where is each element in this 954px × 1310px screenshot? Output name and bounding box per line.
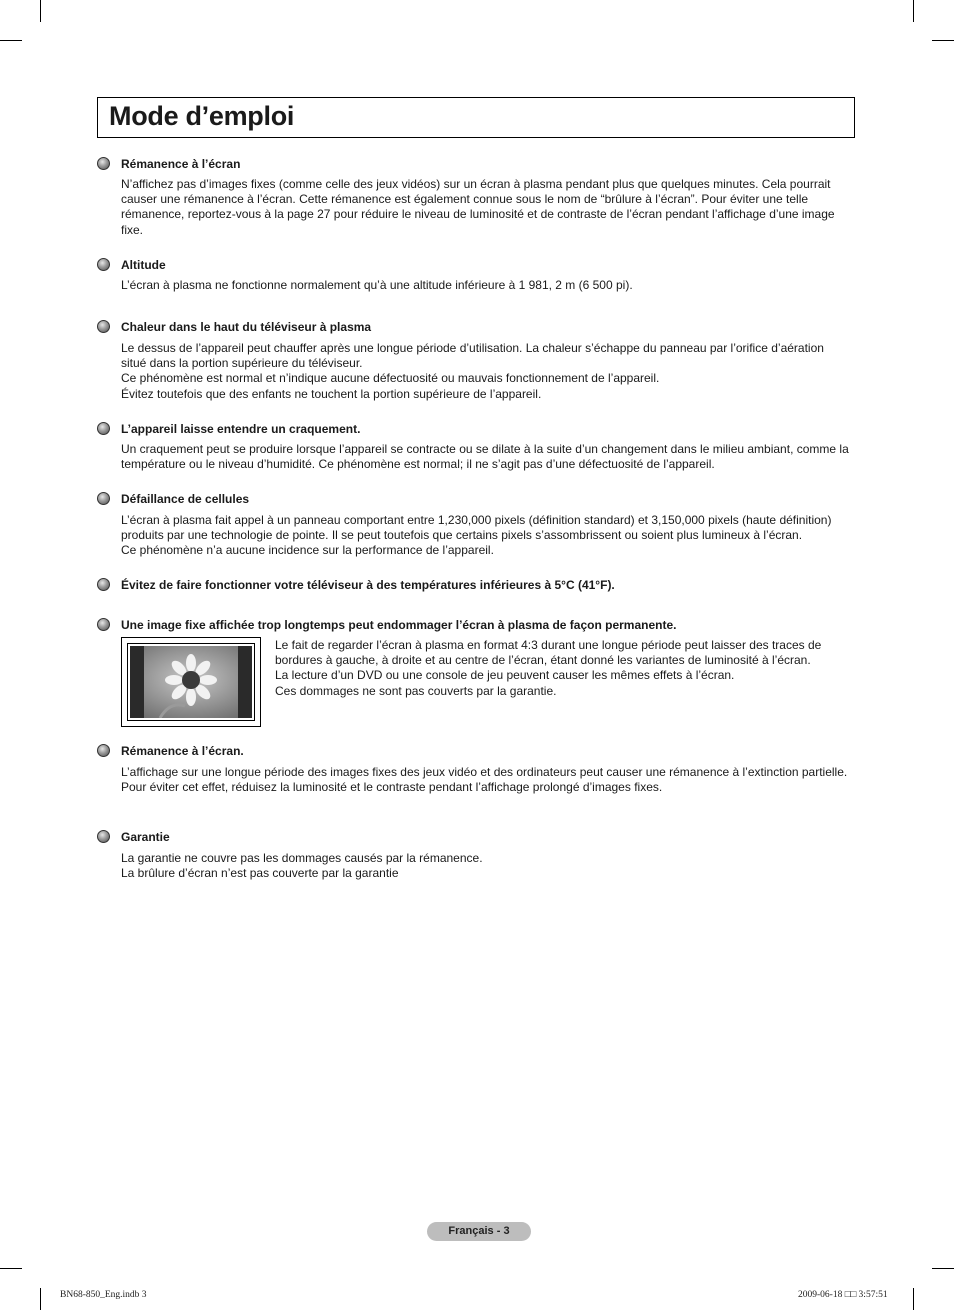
bullet-icon	[97, 618, 110, 631]
section-paragraph: Le fait de regarder l’écran à plasma en format 4:3 durant une longue période peut laisser des traces de bordures à gauche, à droite et au centre de l’écran, étant donné les variantes de luminosité à l’écran.	[275, 638, 822, 668]
screen-illustration-inner	[127, 643, 255, 721]
bullet-icon	[97, 492, 110, 505]
crop-mark	[0, 1268, 22, 1269]
section-paragraph: Ces dommages ne sont pas couverts par la garantie.	[275, 683, 557, 698]
section-paragraph: Pour éviter cet effet, réduisez la luminosité et le contraste pendant l’affichage prolongé d’images fixes.	[121, 780, 663, 795]
section-heading: Chaleur dans le haut du téléviseur à plasma	[121, 320, 372, 334]
crop-mark	[913, 1288, 914, 1310]
section-paragraph: La garantie ne couvre pas les dommages causés par la rémanence.	[121, 851, 483, 865]
screen-illustration	[121, 637, 261, 727]
print-slug-right: 2009-06-18 □□ 3:57:51	[798, 1290, 888, 1300]
section-heading: Défaillance de cellules	[121, 492, 250, 506]
section-body	[121, 851, 851, 881]
crop-mark	[0, 40, 22, 41]
section-body	[121, 341, 851, 402]
section-paragraph: Ce phénomène n’a aucune incidence sur la performance de l’appareil.	[121, 543, 494, 558]
bullet-icon	[97, 744, 110, 757]
sunflower-image	[130, 646, 252, 718]
section-body	[275, 638, 855, 699]
section-paragraph: Ce phénomène est normal et n’indique aucune défectuosité ou mauvais fonctionnement de l’appareil.	[121, 371, 660, 386]
print-slug-left: BN68-850_Eng.indb 3	[60, 1290, 147, 1300]
crop-mark	[913, 0, 914, 22]
crop-mark	[932, 1268, 954, 1269]
section-heading: L’appareil laisse entendre un craquement.	[121, 422, 361, 436]
bullet-icon	[97, 422, 110, 435]
bullet-icon	[97, 830, 110, 843]
section-heading: Rémanence à l’écran.	[121, 744, 244, 758]
crop-mark	[40, 1288, 41, 1310]
section-heading: Une image fixe affichée trop longtemps peut endommager l’écran à plasma de façon permanente.	[121, 618, 677, 632]
section-heading: Altitude	[121, 258, 166, 272]
page-number-badge: Français - 3	[427, 1222, 531, 1241]
section-paragraph: La lecture d’un DVD ou une console de jeu peuvent causer les mêmes effets à l’écran.	[275, 668, 735, 683]
section-paragraph: L’écran à plasma fait appel à un panneau comportant entre 1,230,000 pixels (définition standard) et 3,150,000 pixels (haute définition) produits par une technologie de pointe. Il se peut toutefois que certains pixels s’assombrissent ou soient plus lumineux à l’écran.	[121, 513, 832, 543]
bullet-icon	[97, 258, 110, 271]
section-body	[121, 765, 851, 795]
crop-mark	[40, 0, 41, 22]
bullet-icon	[97, 320, 110, 333]
bullet-icon	[97, 578, 110, 591]
section-paragraph: Le dessus de l’appareil peut chauffer après une longue période d’utilisation. La chaleur s’échappe du panneau par l’orifice d’aération situé dans la portion supérieure du téléviseur.	[121, 341, 824, 371]
section-heading: Rémanence à l’écran	[121, 157, 241, 171]
section-heading: Garantie	[121, 830, 170, 844]
section-paragraph: La brûlure d’écran n’est pas couverte par la garantie	[121, 866, 399, 881]
page-title: Mode d’emploi	[109, 101, 295, 131]
section-paragraph: Un craquement peut se produire lorsque l’appareil se contracte ou se dilate à la suite d’un changement dans le milieu ambiant, comme la température ou le niveau d’humidité. Ce phénomène est normal; il ne s’agit pas d’une défectuosité de l’appareil.	[121, 442, 849, 472]
section-body	[121, 177, 851, 238]
section-paragraph: L’affichage sur une longue période des images fixes des jeux vidéo et des ordinateurs peut causer une rémanence à l’extinction partielle.	[121, 765, 848, 779]
section-body	[121, 278, 851, 293]
crop-mark	[932, 40, 954, 41]
section-heading: Évitez de faire fonctionner votre téléviseur à des températures inférieures à 5°C (41°F).	[121, 578, 615, 592]
bullet-icon	[97, 157, 110, 170]
section-body	[121, 442, 851, 472]
section-paragraph: L’écran à plasma ne fonctionne normalement qu’à une altitude inférieure à 1 981, 2 m (6 500 pi).	[121, 278, 633, 292]
page-title-box	[97, 97, 855, 138]
section-body	[121, 513, 851, 559]
section-paragraph: Évitez toutefois que des enfants ne touchent la portion supérieure de l’appareil.	[121, 386, 542, 401]
section-paragraph: N’affichez pas d’images fixes (comme celle des jeux vidéos) sur un écran à plasma pendant plus que quelques minutes. Cela pourrait causer une rémanence à l’écran. Cette rémanence est également connue sous le nom de “brûlure à l’écran”. Pour éviter une telle rémanence, reportez-vous à la page 27 pour réduire le niveau de luminosité et de contraste de l’écran pendant l’affichage d’une image fixe.	[121, 177, 835, 237]
